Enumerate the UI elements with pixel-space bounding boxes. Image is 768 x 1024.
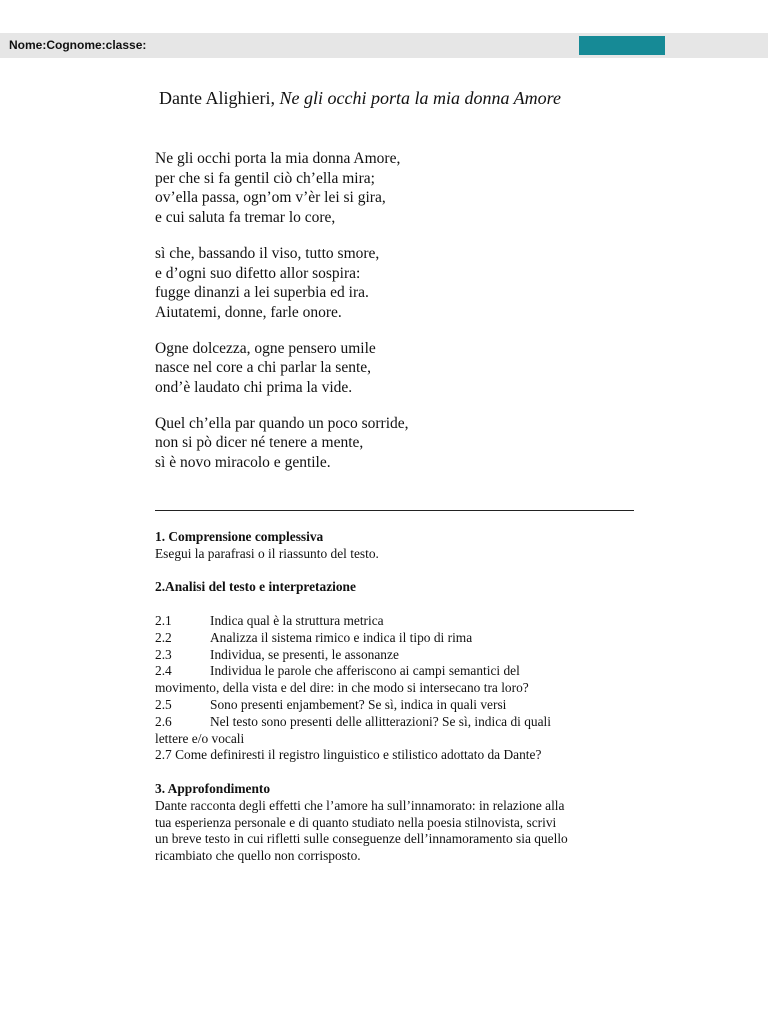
section-3-line: Dante racconta degli effetti che l’amore ha sull’innamorato: in relazione alla <box>155 797 565 813</box>
verse: ov’ella passa, ogn’om v’èr lei si gira, <box>155 189 386 207</box>
document-title <box>155 87 625 110</box>
verse: per che si fa gentil ciò ch’ella mira; <box>155 169 375 187</box>
verse: fugge dinanzi a lei superbia ed ira. <box>155 284 369 302</box>
verse: Ne gli occhi porta la mia donna Amore, <box>155 150 401 167</box>
question-text: Analizza il sistema rimico e indica il tipo di rima <box>210 629 473 645</box>
title-author: Dante Alighieri, <box>159 88 275 108</box>
section-2-heading: 2.Analisi del testo e interpretazione <box>155 579 356 595</box>
verse: e cui saluta fa tremar lo core, <box>155 209 336 227</box>
question-text: Indica qual è la struttura metrica <box>210 612 384 628</box>
question-item-2-7: 2.7 Come definiresti il registro linguistico e stilistico adottato da Dante? <box>155 747 542 763</box>
question-number: 2.4 <box>155 663 172 679</box>
questions <box>155 529 645 865</box>
question-item <box>155 663 645 680</box>
header-bar <box>0 33 768 58</box>
question-text: Individua le parole che afferiscono ai campi semantici del <box>210 663 520 679</box>
question-item <box>155 647 645 664</box>
verse: Aiutatemi, donne, farle onore. <box>155 303 342 321</box>
question-number: 2.2 <box>155 629 172 645</box>
section-3-line: ricambiato che quello non corrisposto. <box>155 848 361 864</box>
stanza-4 <box>155 414 635 473</box>
question-text: Sono presenti enjambement? Se sì, indica in quali versi <box>210 696 507 712</box>
stanza-3 <box>155 339 635 398</box>
verse: Quel ch’ella par quando un poco sorride, <box>155 414 409 432</box>
section-3-line: tua esperienza personale e di quanto studiato nella poesia stilnovista, scrivi <box>155 814 557 830</box>
stanza-1 <box>155 149 635 228</box>
verse: sì è novo miracolo e gentile. <box>155 454 331 472</box>
question-number: 2.1 <box>155 612 172 628</box>
title-work: Ne gli occhi porta la mia donna Amore <box>279 88 561 108</box>
poem <box>155 149 635 489</box>
student-info-label: Nome:Cognome:classe: <box>9 38 147 52</box>
verse: Ogne dolcezza, ogne pensero umile <box>155 339 376 357</box>
question-item <box>155 630 645 647</box>
stanza-2 <box>155 244 635 323</box>
question-continuation: lettere e/o vocali <box>155 730 245 746</box>
section-1-heading: 1. Comprensione complessiva <box>155 529 324 544</box>
section-1-text: Esegui la parafrasi o il riassunto del testo. <box>155 545 379 561</box>
section-divider <box>155 510 634 511</box>
question-number: 2.3 <box>155 646 172 662</box>
verse: e d’ogni suo difetto allor sospira: <box>155 264 361 282</box>
section-3-line: un breve testo in cui rifletti sulle conseguenze dell’innamoramento sia quello <box>155 831 568 847</box>
verse: non si pò dicer né tenere a mente, <box>155 434 364 452</box>
question-item <box>155 697 645 714</box>
header-accent-block <box>579 36 665 55</box>
question-text: Individua, se presenti, le assonanze <box>210 646 399 662</box>
question-item <box>155 714 645 731</box>
question-number: 2.5 <box>155 696 172 712</box>
question-continuation: movimento, della vista e del dire: in che modo si intersecano tra loro? <box>155 680 529 696</box>
verse: ond’è laudato chi prima la vide. <box>155 379 353 397</box>
question-item <box>155 613 645 630</box>
verse: sì che, bassando il viso, tutto smore, <box>155 244 380 262</box>
verse: nasce nel core a chi parlar la sente, <box>155 359 372 377</box>
section-3-heading: 3. Approfondimento <box>155 780 271 796</box>
question-text: Nel testo sono presenti delle allitterazioni? Se sì, indica di quali <box>210 713 551 729</box>
question-number: 2.6 <box>155 713 172 729</box>
